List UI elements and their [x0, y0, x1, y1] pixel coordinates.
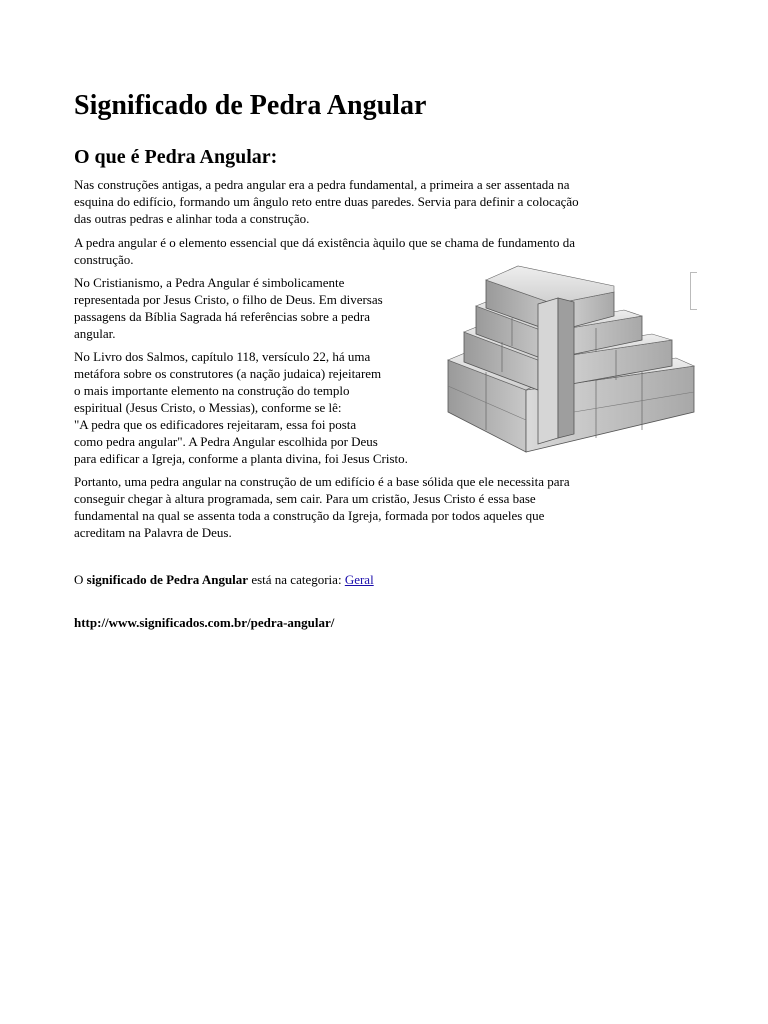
category-link-geral[interactable]: Geral	[344, 572, 374, 587]
stone-wall-corner-illustration	[446, 262, 696, 454]
paragraph-intro: Nas construções antigas, a pedra angular era a pedra fundamental, a primeira a ser assentada na esquina do edifício, formando um ângulo reto entre duas paredes. Servia para definir a colocação das outras pedras e alinhar toda a construção.	[74, 177, 579, 226]
section-heading: O que é Pedra Angular:	[74, 146, 278, 168]
source-url: http://www.significados.com.br/pedra-angular/	[74, 615, 335, 630]
paragraph-christianity: No Cristianismo, a Pedra Angular é simbolicamente representada por Jesus Cristo, o filho de Deus. Em diversas passagens da Bíblia Sagrada há referências sobre a pedra angular.	[74, 275, 383, 341]
paragraph-essential: A pedra angular é o elemento essencial que dá existência àquilo que se chama de fundamento da construção.	[74, 235, 576, 267]
category-line: O significado de Pedra Angular está na categoria: Geral	[74, 572, 374, 587]
paragraph-conclusion: Portanto, uma pedra angular na construção de um edifício é a base sólida que ele necessita para conseguir chegar à altura programada, sem cair. Para um cristão, Jesus Cristo é essa base fundamental na qual se assenta toda a construção da Igreja, formada por todos aqueles que acreditam na Palavra de Deus.	[74, 474, 570, 540]
edge-marker	[690, 272, 697, 310]
page-title: Significado de Pedra Angular	[74, 90, 427, 121]
paragraph-psalms: No Livro dos Salmos, capítulo 118, versículo 22, há uma metáfora sobre os construtores (a nação judaica) rejeitarem o mais importante elemento na construção do templo espiritual (Jesus Cristo, o Messias), conforme se lê: "A pedra que os edificadores rejeitaram, essa foi posta como pedra angular". A Pedra Angular escolhida por Deus para edificar a Igreja, conforme a planta divina, foi Jesus Cristo.	[74, 349, 408, 466]
